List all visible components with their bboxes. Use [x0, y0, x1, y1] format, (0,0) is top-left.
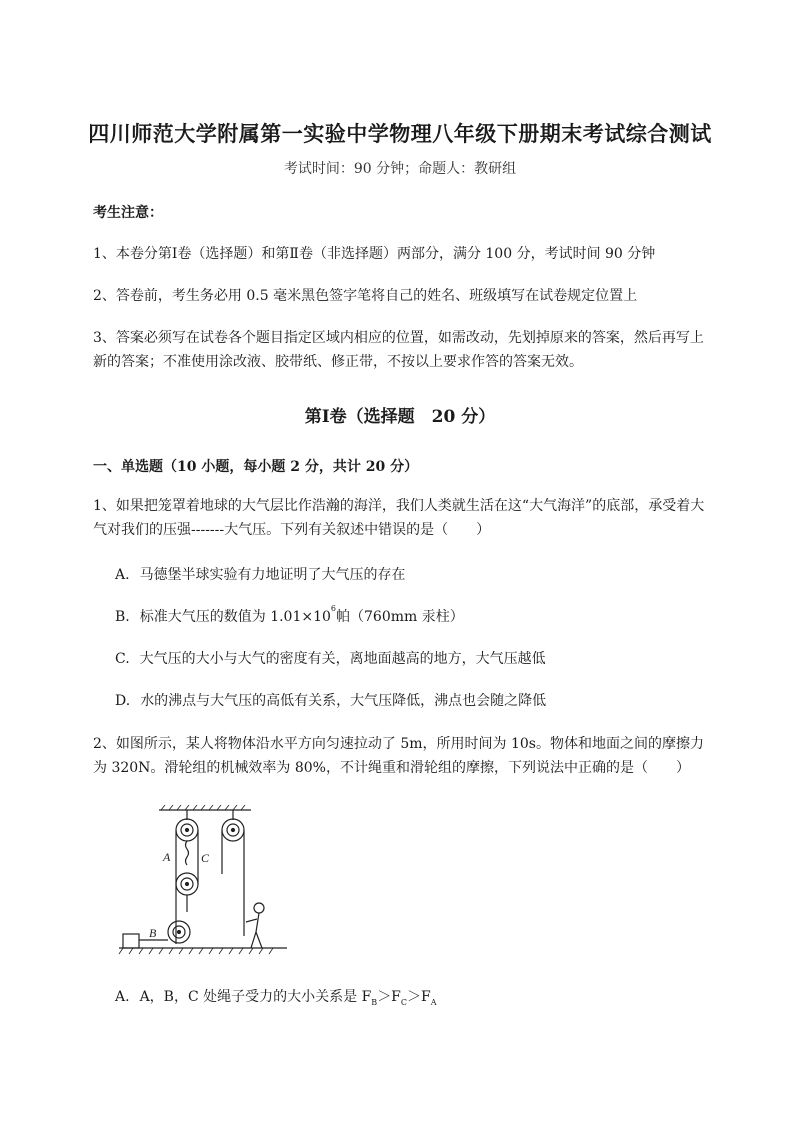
question-1-option-d[interactable]: [115, 690, 546, 710]
section-title: 第Ⅰ卷（选择题 20 分）: [304, 407, 496, 427]
subscript-b: B: [371, 997, 378, 1007]
option-label: C.: [115, 651, 130, 667]
question-1-option-a[interactable]: [115, 564, 406, 584]
ground-hatch: [119, 948, 273, 954]
pulley-system-figure: [117, 804, 289, 960]
gt-sign: ＞F: [377, 989, 401, 1005]
question-1-option-b[interactable]: [115, 606, 464, 626]
gt-sign: ＞F: [407, 989, 431, 1005]
label-a: A: [163, 850, 171, 864]
option-text: 标准大气压的数值为 1.01×10: [139, 609, 331, 625]
notes-heading: 考生注意：: [93, 205, 163, 221]
label-b: B: [149, 926, 157, 940]
option-label: A.: [115, 989, 130, 1005]
option-text: 水的沸点与大气压的高低有关系，大气压降低，沸点也会随之降低: [140, 693, 547, 709]
person-figure: [246, 903, 264, 948]
subscript-c: C: [400, 997, 408, 1007]
question-2-stem: 2、如图所示，某人将物体沿水平方向匀速拉动了 5m，所用时间为 10s。物体和地面之间的摩擦力为 320N。滑轮组的机械效率为 80%，不计绳重和滑轮组的摩擦，下列说法中正确的是（ ）: [93, 736, 704, 776]
question-1-option-c[interactable]: [115, 648, 546, 668]
note-item-3: 3、答案必须写在试卷各个题目指定区域内相应的位置，如需改动，先划掉原来的答案，然后再写上新的答案；不准使用涂改液、胶带纸、修正带，不按以上要求作答的答案无效。: [93, 330, 704, 370]
block: [123, 934, 139, 948]
note-item-1: 1、本卷分第Ⅰ卷（选择题）和第Ⅱ卷（非选择题）两部分，满分 100 分，考试时间 90 分钟: [93, 246, 656, 262]
option-label: A.: [115, 567, 130, 583]
option-text: 马德堡半球实验有力地证明了大气压的存在: [139, 567, 406, 583]
exponent: 6: [330, 604, 337, 613]
note-item-2: 2、答卷前，考生务必用 0.5 毫米黑色签字笔将自己的姓名、班级填写在试卷规定位置上: [93, 288, 638, 304]
question-type-heading: 一、单选题（10 小题，每小题 2 分，共计 20 分）: [93, 459, 419, 475]
option-text: A，B，C 处绳子受力的大小关系是 F: [139, 989, 372, 1005]
option-text: 大气压的大小与大气的密度有关，离地面越高的地方，大气压越低: [139, 651, 546, 667]
option-text-tail: 帕（760mm 汞柱）: [336, 609, 464, 625]
ceiling-hatch: [161, 805, 245, 810]
label-c: C: [201, 851, 210, 865]
option-label: B.: [115, 609, 130, 625]
exam-info: 考试时间：90 分钟；命题人：教研组: [283, 161, 517, 177]
question-2-option-a[interactable]: [115, 986, 437, 1007]
question-1-stem: 1、如果把笼罩着地球的大气层比作浩瀚的海洋，我们人类就生活在这“大气海洋”的底部，承受着大气对我们的压强-------大气压。下列有关叙述中错误的是（ ）: [93, 498, 705, 538]
subscript-a: A: [430, 997, 437, 1007]
option-label: D.: [115, 693, 131, 709]
page-title: 四川师范大学附属第一实验中学物理八年级下册期末考试综合测试: [88, 121, 712, 146]
